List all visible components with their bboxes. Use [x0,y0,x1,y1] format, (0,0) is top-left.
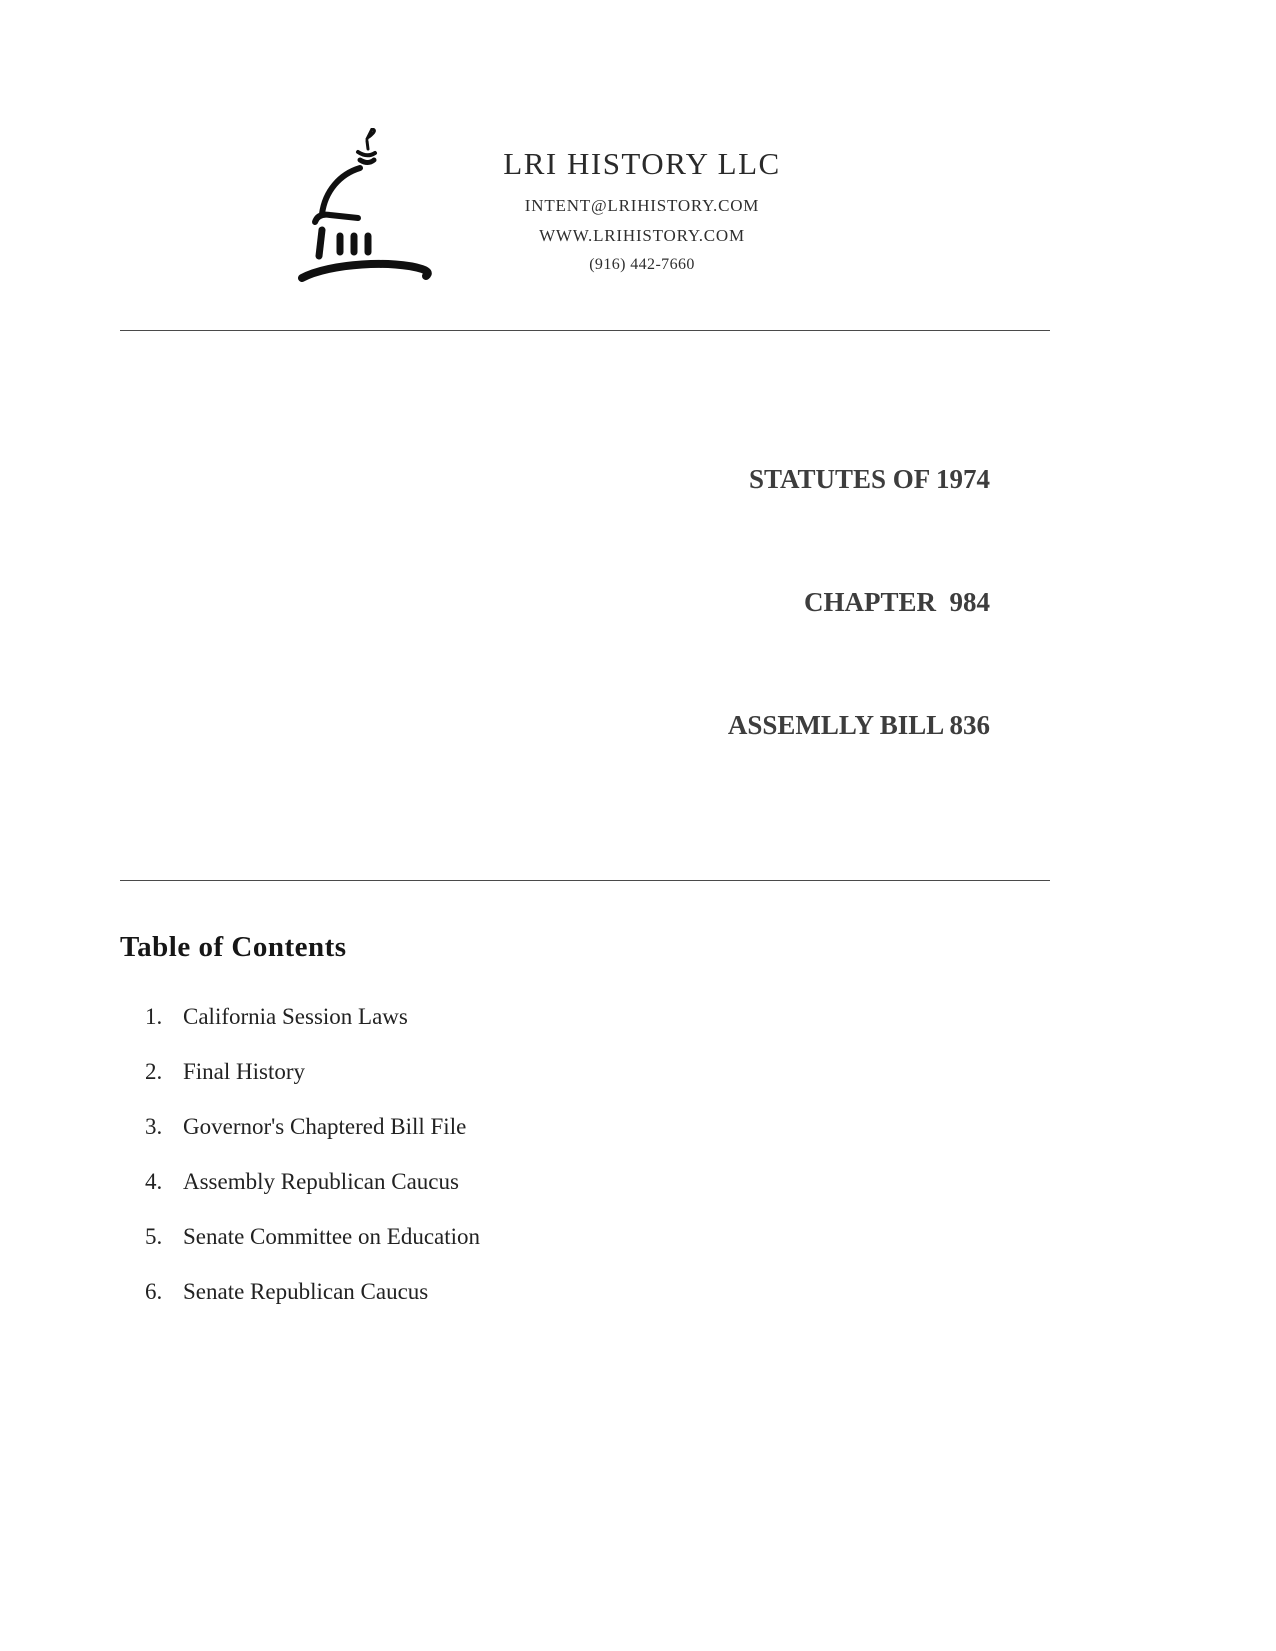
statutes-line-1: STATUTES OF 1974 [748,464,990,494]
letterhead-text [482,128,802,284]
toc-item-number: 4. [145,1169,163,1194]
letterhead [0,0,1276,288]
toc-item-label: California Session Laws [183,1004,408,1029]
capitol-dome-logo-icon [298,128,448,288]
toc-item [145,1112,1276,1142]
toc-item-label: Assembly Republican Caucus [183,1169,459,1194]
toc-item [145,1277,1276,1307]
toc-title: Table of Contents [120,931,347,963]
toc-item [145,1057,1276,1087]
divider-bottom [120,880,1050,881]
toc-item-label: Senate Republican Caucus [183,1279,429,1304]
company-phone: (916) 442-7660 [589,256,695,273]
toc-item-number: 1. [145,1004,163,1029]
toc-item-label: Governor's Chaptered Bill File [183,1114,467,1139]
company-email: INTENT@LRIHISTORY.COM [524,196,760,215]
divider-top [120,330,1050,331]
toc-item-label: Senate Committee on Education [183,1224,481,1249]
toc-list [145,1002,1276,1307]
toc-item-number: 2. [145,1059,163,1084]
statutes-line-2: CHAPTER 984 [803,587,990,617]
statutes-block [0,377,990,828]
toc-item [145,1167,1276,1197]
toc-item-number: 5. [145,1224,163,1249]
toc-item [145,1222,1276,1252]
toc-item-number: 3. [145,1114,163,1139]
toc-item [145,1002,1276,1032]
statutes-line-3: ASSEMLLY BILL 836 [727,710,990,740]
company-name: LRI HISTORY LLC [503,146,781,181]
toc-item-number: 6. [145,1279,163,1304]
company-website: WWW.LRIHISTORY.COM [539,226,745,245]
toc-item-label: Final History [183,1059,306,1084]
